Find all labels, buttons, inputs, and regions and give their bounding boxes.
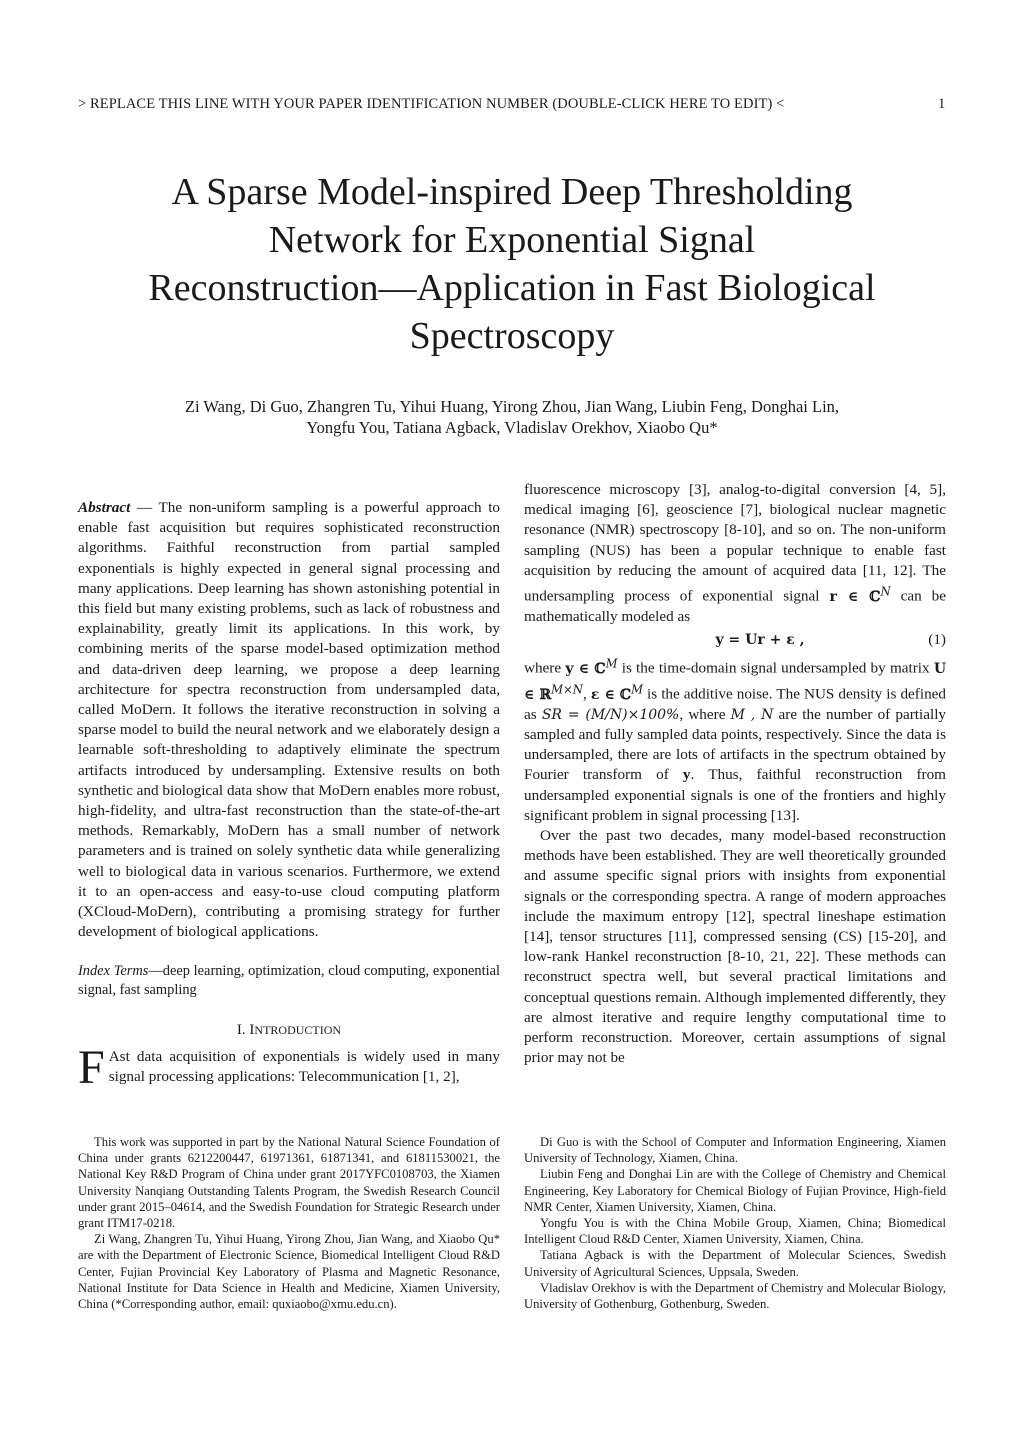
math-y-in-CM xyxy=(565,656,618,677)
intro-text: is the time-domain signal undersampled by matrix xyxy=(621,659,930,677)
math-symbol: ε ∈ ℂ xyxy=(590,686,632,703)
math-superscript: N xyxy=(880,584,891,599)
intro-text: . Thus, faithful reconstruction from undersampled exponential signals is one of the frontiers and highly significant problem in signal processing [13]. xyxy=(524,766,946,824)
equation-number: (1) xyxy=(928,630,946,648)
footnote: Zi Wang, Zhangren Tu, Yihui Huang, Yirong Zhou, Jian Wang, and Xiaobo Qu* are with the Department of Electronic Science, Biomedical Intelligent Cloud R&D Center, Fujian Provincial Key Laboratory of Plasma and Magnetic Resonance, National Institute for Data Science in Health and Medicine, Xiamen University, China (*Corresponding author, email: quxiaobo@xmu.edu.cn). xyxy=(78,1232,500,1312)
footnote: Vladislav Orekhov is with the Department of Chemistry and Molecular Biology, University of Gothenburg, Gothenburg, Sweden. xyxy=(524,1280,946,1312)
intro-first-paragraph xyxy=(78,1040,500,1094)
page-number: 1 xyxy=(938,96,946,112)
intro-continued-paragraph xyxy=(524,480,946,627)
section-heading-introduction xyxy=(78,1020,500,1040)
intro-first-text: Ast data acquisition of exponentials is widely used in many signal processing applications: Telecommunication [1, 2], xyxy=(108,1047,500,1085)
title-line: Spectroscopy xyxy=(409,315,615,357)
section-number: I. xyxy=(236,1022,250,1039)
math-superscript: M xyxy=(631,681,644,696)
index-terms-label: Index Terms xyxy=(78,963,149,980)
title-line: Network for Exponential Signal xyxy=(268,219,756,261)
footnote: Liubin Feng and Donghai Lin are with the College of Chemistry and Chemical Engineering, Key Laboratory for Chemical Biology of Fujian Province, High-field NMR Center, Xiamen University, Xiamen, China. xyxy=(524,1167,946,1214)
math-symbol: r ∈ ℂ xyxy=(829,588,881,605)
footnotes-right xyxy=(524,1134,946,1312)
equation-1 xyxy=(524,629,946,651)
index-terms xyxy=(78,962,500,1000)
page-header: > REPLACE THIS LINE WITH YOUR PAPER IDENTIFICATION NUMBER (DOUBLE-CLICK HERE TO EDIT) < xyxy=(78,96,785,112)
intro-text: fluorescence microscopy [3], analog-to-digital conversion [4, 5], medical imaging [6], geoscience [7], biological nuclear magnetic resonance (NMR) spectroscopy [8-10], and so on. The non-uniform sampling (NUS) has been a popular technique to enable fast acquisition by reducing the amount of acquired data [11, 12]. The undersampling process of exponential signal xyxy=(524,481,946,605)
section-initial: I xyxy=(249,1022,255,1039)
equation-body: y = Ur + ε , xyxy=(715,631,805,648)
abstract xyxy=(78,498,500,942)
intro-paragraph-2: Over the past two decades, many model-based reconstruction methods have been established. They are well theoretically grounded and assume specific signal priors with insights from exponential signals or the corresponding spectra. A range of modern approaches include the maximum entropy [12], spectral lineshape estimation [14], tensor structures [11], compressed sensing (CS) [15-20], and low-rank Hankel reconstruction [8-10, 21, 22]. These methods can reconstruct spectra well, but several practical limitations and conceptual questions remain. Although implemented differently, they are almost iterative and require lengthy computational time to perform reconstruction. Moreover, certain assumptions of signal prior may not be xyxy=(524,827,946,1067)
math-symbol: U ∈ ℝ xyxy=(524,660,947,703)
intro-text: can be mathematically modeled as xyxy=(524,587,947,625)
author-line: Zi Wang, Di Guo, Zhangren Tu, Yihui Huang, Yirong Zhou, Jian Wang, Liubin Feng, Donghai Lin, xyxy=(184,397,840,416)
intro-text: , where xyxy=(679,705,726,723)
section-title-rest: NTRODUCTION xyxy=(254,1023,342,1038)
drop-cap: F xyxy=(78,1040,105,1094)
intro-text: is the additive noise. The NUS density is defined as xyxy=(524,685,947,723)
author-line: Yongfu You, Tatiana Agback, Vladislav Orekhov, Xiaobo Qu* xyxy=(306,418,718,437)
footnote: Di Guo is with the School of Computer and Information Engineering, Xiamen University of Technology, Xiamen, China. xyxy=(524,1135,946,1166)
left-column xyxy=(78,498,501,1094)
footnotes-left xyxy=(78,1134,500,1312)
footnote: This work was supported in part by the National Natural Science Foundation of China under grants 6212200447, 61971361, 61871341, and 61811530021, the National Key R&D Program of China under grant 2017YFC0108703, the Xiamen University Nanqiang Outstanding Talents Program, the Swedish Research Council under grant 2015–04614, and the Swedish Foundation for Strategic Research under grant ITM17-0218. xyxy=(78,1135,500,1231)
intro-text: are the number of partially sampled and fully sampled data points, respectively. Since the data is undersampled, there are lots of artifacts in the spectrum obtained by Fourier transform of xyxy=(524,705,947,784)
title-line: Reconstruction—Application in Fast Biological xyxy=(148,267,876,309)
abstract-text: The non-uniform sampling is a powerful approach to enable fast acquisition but requires sophisticated reconstruction algorithms. Faithful reconstruction from partial sampled exponentials is highly expected in general signal processing and many applications. Deep learning has shown astonishing potential in this field but many existing problems, such as lack of robustness and explainability, greatly limit its applications. In this work, by combining merits of the sparse model-based optimization method and data-driven deep learning, we propose a deep learning architecture for spectra reconstruction from undersampled data, called MoDern. It follows the iterative reconstruction in solving a sparse model to build the neural network and we elaborately design a learnable soft-thresholding to adaptively eliminate the spectrum artifacts introduced by undersampling. Extensive results on both synthetic and biological data show that MoDern enables more robust, high-fidelity, and ultra-fast reconstruction than the state-of-the-art methods. Remarkably, MoDern has a small number of network parameters and is trained on solely synthetic data while generalizing well to biological data in various scenarios. Furthermore, we extend it to an open-access and easy-to-use cloud computing platform (XCloud-MoDern), contributing a promising strategy for further development of biological applications. xyxy=(78,499,501,941)
paper-title xyxy=(60,168,964,360)
abstract-label: Abstract xyxy=(78,499,131,516)
title-line: A Sparse Model-inspired Deep Thresholding xyxy=(171,171,853,213)
intro-text: where xyxy=(524,659,562,677)
author-list xyxy=(80,396,944,438)
abstract-dash: — xyxy=(136,499,153,516)
right-column xyxy=(524,480,946,1068)
where-paragraph: where y ∈ ℂ$^M$ is the time-domain signal undersampled by matrix U ∈ ℝ$^{M\times N}$, ε ∈ ℂ$^M$ is the additive noise. The NUS density is defined as SR = (M/N)×100%, where M , N are the number of partially sampled and fully sampled data points, respectively. Since the data is undersampled, there are lots of artifacts in the spectrum obtained by Fourier transform of y. Thus, faithful reconstruction from undersampled exponential signals is one of the frontiers and highly significant problem in signal processing [13]. xyxy=(524,656,947,824)
math-symbol: y ∈ ℂ xyxy=(565,660,606,677)
math-y-bold: y xyxy=(682,766,691,784)
math-superscript: M×N xyxy=(551,681,584,696)
math-m-n: M , N xyxy=(730,706,774,723)
math-sr-formula: SR = (M/N)×100% xyxy=(541,706,680,723)
footnote: Tatiana Agback is with the Department of Molecular Sciences, Swedish University of Agricultural Sciences, Uppsala, Sweden. xyxy=(524,1248,946,1279)
math-eps-in-CM xyxy=(590,681,644,703)
math-superscript: M xyxy=(605,656,618,671)
index-terms-text: —deep learning, optimization, cloud computing, exponential signal, fast sampling xyxy=(78,963,501,999)
math-r-in-CN xyxy=(829,584,891,605)
footnote: Yongfu You is with the China Mobile Group, Xiamen, China; Biomedical Intelligent Cloud R&D Center, Xiamen University, Xiamen, China. xyxy=(524,1216,946,1247)
